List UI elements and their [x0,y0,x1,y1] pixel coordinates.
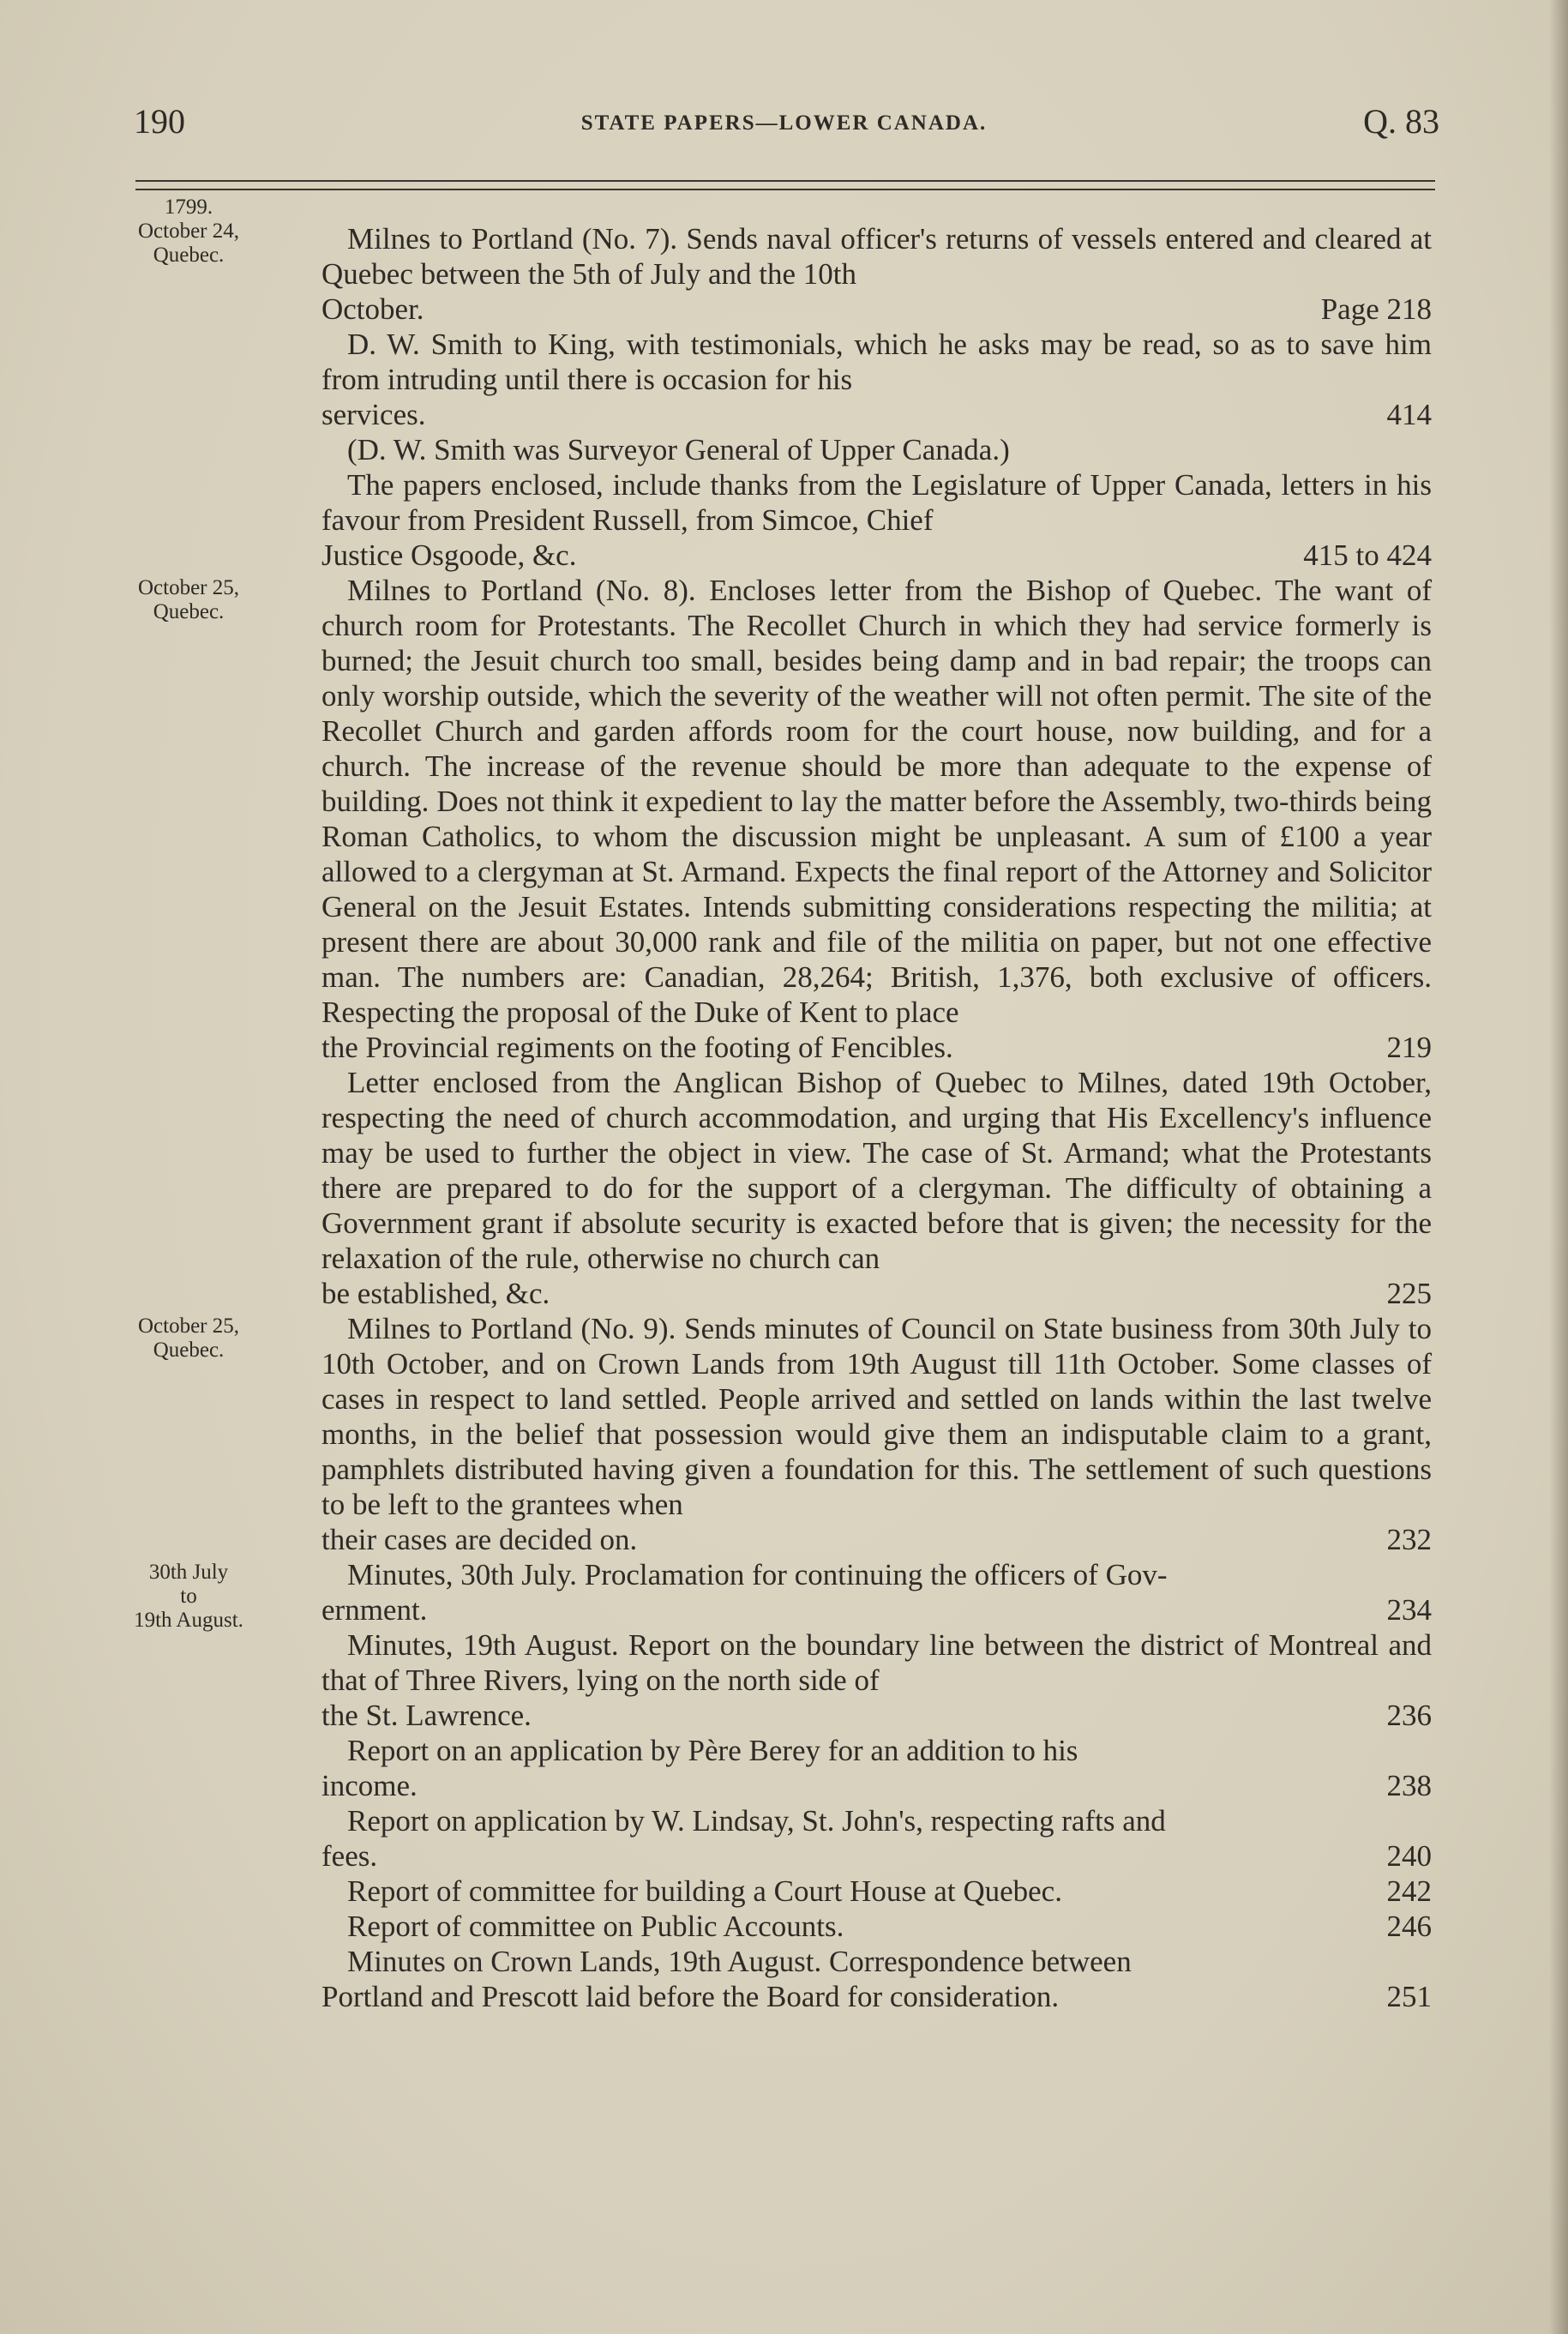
page-reference: 234 [1386,1593,1432,1627]
volume-reference: Q. 83 [1363,102,1439,141]
paragraph [321,573,1432,1065]
calendar-entry [129,1311,1432,1557]
paragraph-text: Minutes on Crown Lands, 19th August. Correspondence between [347,1945,1132,1978]
paragraph-text: Report of committee on Public Accounts. [347,1910,844,1943]
entry-place: Quebec. [153,600,225,623]
paragraph [321,432,1432,467]
paragraph [321,1874,1432,1909]
calendar-entry [129,1557,1432,2014]
paragraph [321,221,1432,327]
page-reference: 246 [1386,1910,1432,1943]
calendar-entries [129,196,1432,2014]
paragraph-last-words: their cases are decided on. [321,1523,638,1556]
page-reference: 238 [1386,1769,1432,1802]
page-reference: 251 [1386,1980,1432,2013]
paragraph-tail-line [321,1768,1432,1803]
paragraph-tail-line [321,292,1432,327]
paragraph-tail-line [321,1522,1432,1557]
paragraph-last-words: services. [321,398,426,431]
header-rule-bottom [135,189,1435,190]
paragraph-text: Report of committee for building a Court House at Quebec. [347,1874,1062,1908]
paragraph-text: Milnes to Portland (No. 7). Sends naval officer's returns of vessels entered and cleared at Quebec between the 5th of July and the 10th [321,222,1432,291]
paragraph-tail-line [321,1838,1432,1874]
paragraph-text: Milnes to Portland (No. 8). Encloses letter from the Bishop of Quebec. The want of church room for Protestants. The Recollet Church in which they had service formerly is burned; the Jesuit church too small, besides being damp and in bad repair; the troops can only worship outside, which the severity of the weather will not often permit. The site of the Recollet Church and garden affords room for the court house, now building, and for a church. The increase of the revenue should be more than adequate to the expense of building. Does not think it expedient to lay the matter before the Assembly, two-thirds being Roman Catholics, to whom the discussion might be unpleasant. A sum of £100 a year allowed to a clergyman at St. Armand. Expects the final report of the Attorney and Solicitor General on the Jesuit Estates. Intends submitting considerations respecting the militia; at present there are about 30,000 rank and file of the militia on paper, but not one effective man. The numbers are: Canadian, 28,264; British, 1,376, both exclusive of officers. Respecting the proposal of the Duke of Kent to place [321,574,1432,1029]
paragraph-tail-line [321,397,1432,432]
paragraph-text: Report on an application by Père Berey for an addition to his [347,1734,1078,1767]
entry-place: 19th August. [134,1609,243,1632]
paragraph-text: (D. W. Smith was Surveyor General of Upper Canada.) [347,433,1010,466]
entry-place: Quebec. [153,244,225,267]
entry-paragraphs [321,1557,1432,2014]
paragraph [321,327,1432,432]
running-title: STATE PAPERS—LOWER CANADA. [580,111,988,135]
paragraph-tail-line [321,1979,1432,2014]
calendar-entry [129,196,1432,573]
header-rule-top [135,180,1435,182]
page-reference: 415 to 424 [1303,538,1432,572]
page-reference: 240 [1386,1839,1432,1873]
paragraph-last-words: the St. Lawrence. [321,1699,532,1732]
paragraph-text: The papers enclosed, include thanks from the Legislature of Upper Canada, letters in his favour from President Russell, from Simcoe, Chief [321,468,1432,537]
page-number: 190 [134,102,185,141]
entry-paragraphs [321,1311,1432,1557]
margin-date [129,196,300,268]
paragraph-tail-line [321,1276,1432,1311]
page-reference: 219 [1386,1031,1432,1064]
page-edge-shadow [1549,0,1568,2334]
paragraph-tail-line [321,1698,1432,1733]
paragraph-last-words: the Provincial regiments on the footing of Fencibles. [321,1031,953,1064]
paragraph-last-words: October. [321,292,424,326]
page-reference: 232 [1386,1523,1432,1556]
paragraph-tail-line [321,1030,1432,1065]
paragraph-last-words: Portland and Prescott laid before the Board for consideration. [321,1980,1060,2013]
page-reference: 242 [1386,1874,1432,1908]
paragraph [321,1627,1432,1733]
margin-date [129,1314,300,1363]
paragraph-text: D. W. Smith to King, with testimonials, which he asks may be read, so as to save him from intruding until there is occasion for his [321,328,1432,396]
paragraph-last-words: be established, &c. [321,1277,550,1310]
paragraph-tail-line [321,538,1432,573]
entry-date-connector: to [180,1585,197,1608]
paragraph-text: Minutes, 19th August. Report on the boundary line between the district of Montreal and that of Three Rivers, lying on the north side of [321,1628,1432,1697]
entry-date: October 24, [137,220,240,243]
paragraph [321,1557,1432,1627]
entry-place: Quebec. [153,1338,225,1362]
entry-year: 1799. [164,196,213,219]
margin-date [129,1561,300,1633]
paragraph-last-words: ernment. [321,1593,428,1627]
paragraph [321,1065,1432,1311]
paragraph-tail-line [321,1592,1432,1627]
paragraph-text: Minutes, 30th July. Proclamation for continuing the officers of Gov- [347,1558,1168,1591]
entry-paragraphs [321,221,1432,573]
paragraph [321,1311,1432,1557]
paragraph-last-words: fees. [321,1839,378,1873]
entry-paragraphs [321,573,1432,1311]
paragraph-last-words: Justice Osgoode, &c. [321,538,577,572]
page-reference: Page 218 [1320,292,1432,326]
paragraph-text: Milnes to Portland (No. 9). Sends minutes of Council on State business from 30th July to 10th October, and on Crown Lands from 19th August till 11th October. Some classes of cases in respect to land settled. People arrived and settled on lands within the last twelve months, in the belief that possession would give them an indisputable claim to a grant, pamphlets distributed having given a foundation for this. The settlement of such questions to be left to the grantees when [321,1312,1432,1521]
paragraph [321,1944,1432,2014]
margin-date [129,576,300,624]
entry-date: October 25, [137,1314,240,1338]
paragraph [321,1733,1432,1803]
paragraph [321,1803,1432,1874]
page-reference: 236 [1386,1699,1432,1732]
paragraph-text: Letter enclosed from the Anglican Bishop of Quebec to Milnes, dated 19th October, respecting the need of church accommodation, and urging that His Excellency's influence may be used to further the object in view. The case of St. Armand; what the Protestants there are prepared to do for the support of a clergyman. The difficulty of obtaining a Government grant if absolute security is exacted before that is given; the necessity for the relaxation of the rule, otherwise no church can [321,1066,1432,1275]
paragraph [321,1909,1432,1944]
entry-date: October 25, [137,576,240,599]
page-header [129,101,1439,153]
paragraph [321,467,1432,573]
calendar-entry [129,573,1432,1311]
entry-date: 30th July [148,1561,229,1584]
paragraph-text: Report on application by W. Lindsay, St. John's, respecting rafts and [347,1804,1166,1838]
paragraph-last-words: income. [321,1769,418,1802]
page-reference: 414 [1386,398,1432,431]
page-reference: 225 [1386,1277,1432,1310]
